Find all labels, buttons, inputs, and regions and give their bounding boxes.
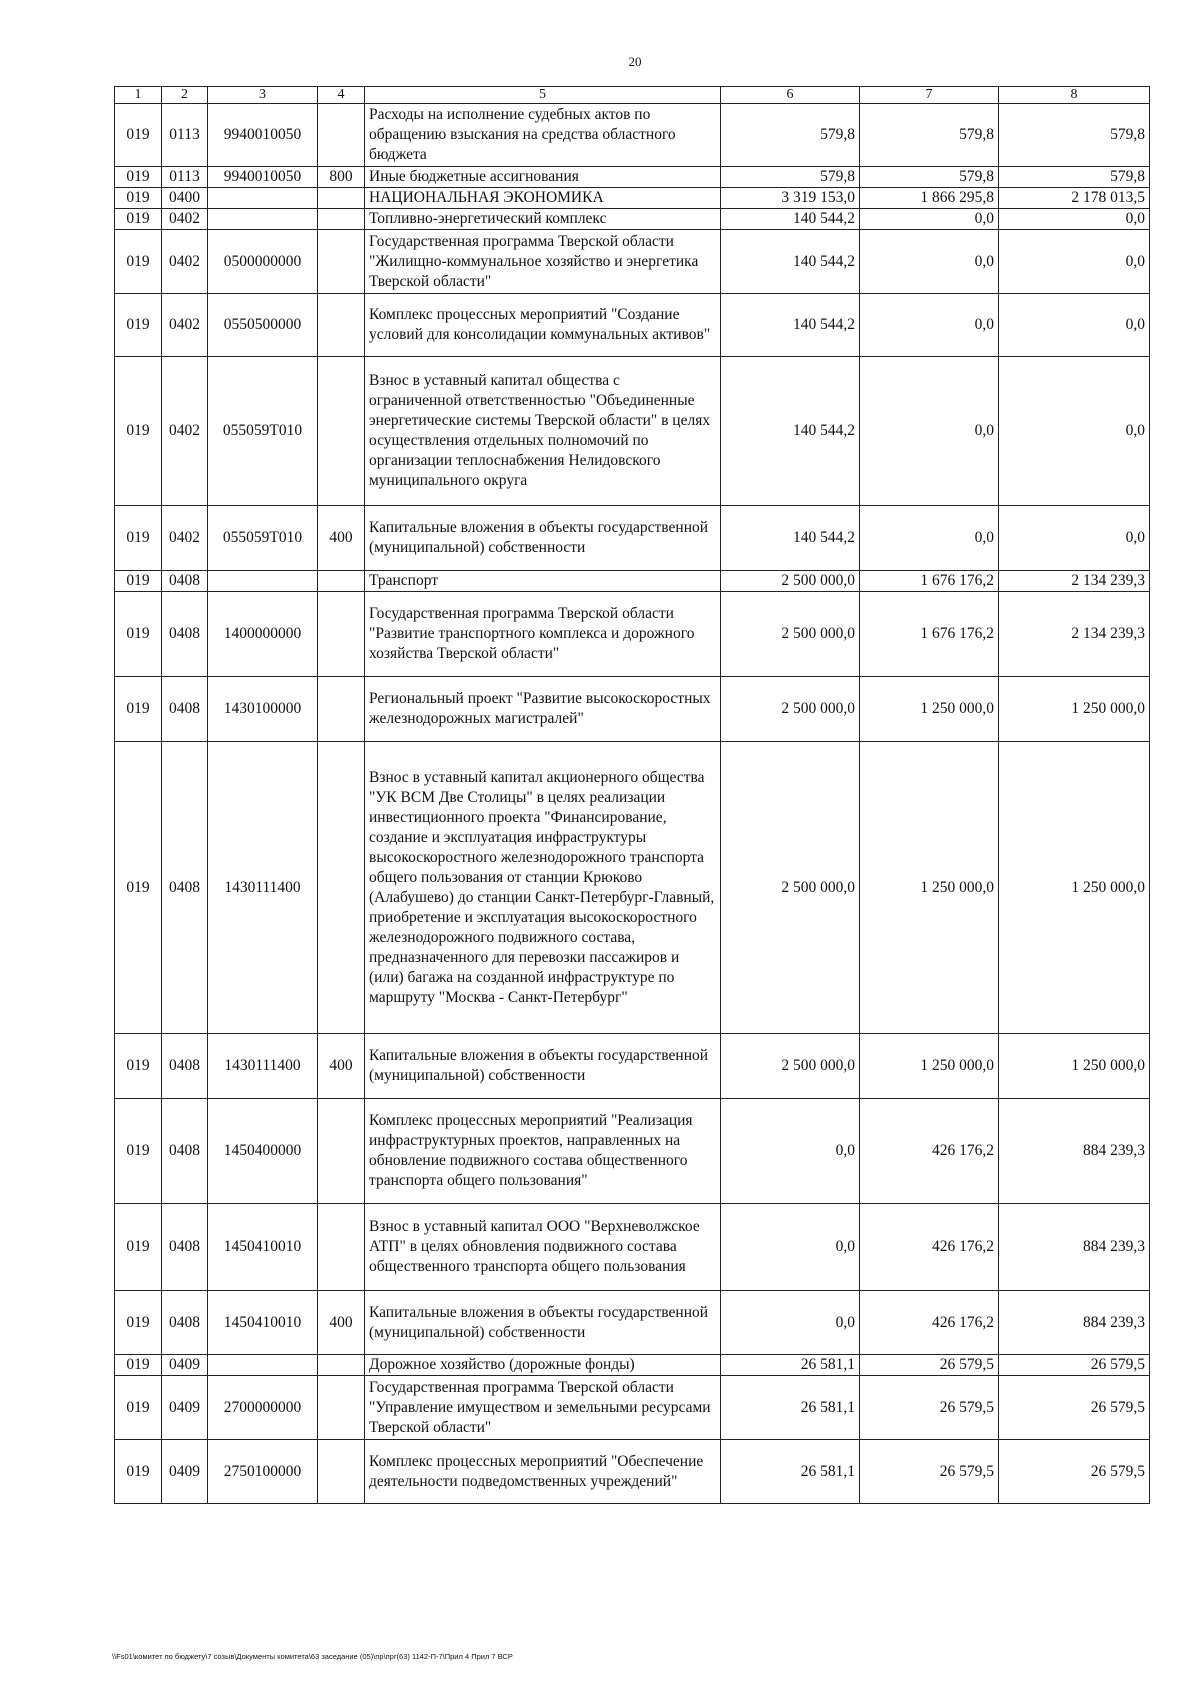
cell-expense-type [318, 677, 365, 742]
cell-target-article [208, 209, 318, 230]
cell-amount-year-2: 0,0 [860, 506, 999, 571]
cell-ministry-code: 019 [115, 1291, 162, 1355]
table-row [115, 742, 1150, 1034]
cell-ministry-code: 019 [115, 188, 162, 209]
cell-section-code: 0402 [162, 357, 208, 506]
cell-section-code: 0408 [162, 1291, 208, 1355]
cell-amount-year-1: 2 500 000,0 [721, 592, 860, 677]
cell-section-code: 0402 [162, 294, 208, 357]
cell-ministry-code: 019 [115, 294, 162, 357]
cell-amount-year-3: 26 579,5 [999, 1376, 1150, 1440]
cell-description: Комплекс процессных мероприятий "Создание условий для консолидации коммунальных активов" [365, 294, 721, 357]
page-number: 20 [628, 54, 642, 69]
cell-target-article [208, 188, 318, 209]
table-row [115, 294, 1150, 357]
cell-amount-year-3: 0,0 [999, 230, 1150, 294]
cell-description: Расходы на исполнение судебных актов по обращению взыскания на средства областного бюджета [365, 104, 721, 167]
cell-target-article: 1430111400 [208, 1034, 318, 1099]
cell-amount-year-3: 0,0 [999, 357, 1150, 506]
cell-amount-year-1: 0,0 [721, 1204, 860, 1291]
cell-amount-year-2: 1 250 000,0 [860, 1034, 999, 1099]
table-row [115, 1291, 1150, 1355]
cell-description: Государственная программа Тверской области "Развитие транспортного комплекса и дорожного хозяйства Тверской области" [365, 592, 721, 677]
cell-amount-year-2: 1 866 295,8 [860, 188, 999, 209]
cell-description: Комплекс процессных мероприятий "Обеспечение деятельности подведомственных учреждений" [365, 1440, 721, 1504]
cell-section-code: 0408 [162, 592, 208, 677]
table-row [115, 209, 1150, 230]
cell-section-code: 0409 [162, 1440, 208, 1504]
cell-ministry-code: 019 [115, 104, 162, 167]
cell-expense-type [318, 1440, 365, 1504]
cell-expense-type [318, 1355, 365, 1376]
cell-amount-year-1: 579,8 [721, 104, 860, 167]
cell-target-article [208, 571, 318, 592]
cell-amount-year-3: 884 239,3 [999, 1291, 1150, 1355]
cell-amount-year-3: 2 134 239,3 [999, 571, 1150, 592]
cell-ministry-code: 019 [115, 506, 162, 571]
table-row [115, 677, 1150, 742]
table-row [115, 230, 1150, 294]
cell-target-article: 055059Т010 [208, 357, 318, 506]
column-header-3: 3 [208, 87, 318, 104]
cell-amount-year-2: 26 579,5 [860, 1440, 999, 1504]
cell-amount-year-2: 579,8 [860, 104, 999, 167]
cell-amount-year-3: 1 250 000,0 [999, 677, 1150, 742]
cell-description: Топливно-энергетический комплекс [365, 209, 721, 230]
cell-description: Капитальные вложения в объекты государственной (муниципальной) собственности [365, 1291, 721, 1355]
table-row [115, 592, 1150, 677]
cell-target-article: 1450410010 [208, 1291, 318, 1355]
cell-amount-year-2: 0,0 [860, 357, 999, 506]
cell-section-code: 0400 [162, 188, 208, 209]
cell-amount-year-2: 0,0 [860, 294, 999, 357]
table-row [115, 188, 1150, 209]
cell-amount-year-2: 426 176,2 [860, 1291, 999, 1355]
column-header-6: 6 [721, 87, 860, 104]
cell-amount-year-3: 579,8 [999, 167, 1150, 188]
cell-expense-type [318, 209, 365, 230]
cell-ministry-code: 019 [115, 677, 162, 742]
cell-amount-year-1: 26 581,1 [721, 1376, 860, 1440]
cell-amount-year-2: 0,0 [860, 209, 999, 230]
cell-target-article: 9940010050 [208, 167, 318, 188]
cell-amount-year-1: 140 544,2 [721, 357, 860, 506]
cell-ministry-code: 019 [115, 1099, 162, 1204]
cell-ministry-code: 019 [115, 1204, 162, 1291]
table-row [115, 104, 1150, 167]
cell-section-code: 0113 [162, 104, 208, 167]
cell-amount-year-3: 26 579,5 [999, 1440, 1150, 1504]
cell-ministry-code: 019 [115, 357, 162, 506]
cell-amount-year-2: 1 676 176,2 [860, 571, 999, 592]
cell-amount-year-1: 140 544,2 [721, 230, 860, 294]
cell-description: Иные бюджетные ассигнования [365, 167, 721, 188]
cell-amount-year-3: 0,0 [999, 506, 1150, 571]
footer-file-path: \\Fs01\комитет по бюджету\7 созыв\Документы комитета\63 заседание (05)\пр\прг(63) 1142-П-7\Прил 4 Прил 7 ВСР [112, 1652, 513, 1661]
cell-amount-year-1: 26 581,1 [721, 1355, 860, 1376]
column-header-1: 1 [115, 87, 162, 104]
cell-amount-year-1: 0,0 [721, 1099, 860, 1204]
cell-section-code: 0408 [162, 1204, 208, 1291]
table-row [115, 357, 1150, 506]
cell-amount-year-1: 3 319 153,0 [721, 188, 860, 209]
cell-amount-year-3: 26 579,5 [999, 1355, 1150, 1376]
cell-target-article: 9940010050 [208, 104, 318, 167]
cell-section-code: 0113 [162, 167, 208, 188]
column-header-8: 8 [999, 87, 1150, 104]
cell-amount-year-2: 426 176,2 [860, 1099, 999, 1204]
cell-description: Капитальные вложения в объекты государственной (муниципальной) собственности [365, 506, 721, 571]
cell-section-code: 0402 [162, 230, 208, 294]
cell-expense-type [318, 294, 365, 357]
cell-ministry-code: 019 [115, 1440, 162, 1504]
cell-amount-year-1: 140 544,2 [721, 294, 860, 357]
cell-target-article: 1400000000 [208, 592, 318, 677]
table-row [115, 1440, 1150, 1504]
cell-amount-year-3: 884 239,3 [999, 1204, 1150, 1291]
cell-ministry-code: 019 [115, 592, 162, 677]
table-row [115, 571, 1150, 592]
cell-amount-year-3: 2 134 239,3 [999, 592, 1150, 677]
cell-target-article [208, 1355, 318, 1376]
cell-amount-year-1: 140 544,2 [721, 209, 860, 230]
cell-amount-year-2: 1 250 000,0 [860, 742, 999, 1034]
cell-description: Государственная программа Тверской области "Жилищно-коммунальное хозяйство и энергетика Тверской области" [365, 230, 721, 294]
cell-target-article: 1450400000 [208, 1099, 318, 1204]
cell-ministry-code: 019 [115, 742, 162, 1034]
cell-ministry-code: 019 [115, 209, 162, 230]
cell-expense-type [318, 188, 365, 209]
cell-ministry-code: 019 [115, 167, 162, 188]
cell-expense-type [318, 571, 365, 592]
cell-amount-year-2: 26 579,5 [860, 1376, 999, 1440]
cell-expense-type [318, 104, 365, 167]
cell-amount-year-2: 26 579,5 [860, 1355, 999, 1376]
cell-expense-type [318, 742, 365, 1034]
cell-amount-year-1: 2 500 000,0 [721, 677, 860, 742]
cell-expense-type [318, 357, 365, 506]
cell-description: Взнос в уставный капитал общества с ограниченной ответственностью "Объединенные энергетические системы Тверской области" в целях осуществления отдельных полномочий по организации теплоснабжения Нелидовского муниципального округа [365, 357, 721, 506]
table-row [115, 506, 1150, 571]
table-row [115, 167, 1150, 188]
cell-expense-type: 400 [318, 1291, 365, 1355]
cell-amount-year-2: 1 250 000,0 [860, 677, 999, 742]
cell-description: Государственная программа Тверской области "Управление имуществом и земельными ресурсами Тверской области" [365, 1376, 721, 1440]
cell-expense-type: 400 [318, 1034, 365, 1099]
cell-amount-year-3: 579,8 [999, 104, 1150, 167]
table-row [115, 1204, 1150, 1291]
cell-amount-year-3: 1 250 000,0 [999, 1034, 1150, 1099]
cell-amount-year-1: 579,8 [721, 167, 860, 188]
cell-amount-year-3: 1 250 000,0 [999, 742, 1150, 1034]
cell-target-article: 055059Т010 [208, 506, 318, 571]
cell-target-article: 1450410010 [208, 1204, 318, 1291]
cell-ministry-code: 019 [115, 1355, 162, 1376]
cell-amount-year-3: 0,0 [999, 209, 1150, 230]
cell-expense-type [318, 592, 365, 677]
cell-amount-year-3: 2 178 013,5 [999, 188, 1150, 209]
cell-target-article: 0550500000 [208, 294, 318, 357]
cell-amount-year-1: 2 500 000,0 [721, 571, 860, 592]
cell-description: НАЦИОНАЛЬНАЯ ЭКОНОМИКА [365, 188, 721, 209]
cell-description: Транспорт [365, 571, 721, 592]
cell-amount-year-3: 884 239,3 [999, 1099, 1150, 1204]
table-row [115, 1355, 1150, 1376]
cell-ministry-code: 019 [115, 571, 162, 592]
cell-ministry-code: 019 [115, 1376, 162, 1440]
cell-amount-year-2: 426 176,2 [860, 1204, 999, 1291]
column-header-2: 2 [162, 87, 208, 104]
cell-description: Капитальные вложения в объекты государственной (муниципальной) собственности [365, 1034, 721, 1099]
cell-amount-year-1: 0,0 [721, 1291, 860, 1355]
cell-section-code: 0408 [162, 677, 208, 742]
cell-amount-year-3: 0,0 [999, 294, 1150, 357]
cell-section-code: 0408 [162, 1034, 208, 1099]
cell-amount-year-2: 579,8 [860, 167, 999, 188]
cell-section-code: 0408 [162, 742, 208, 1034]
cell-target-article: 2700000000 [208, 1376, 318, 1440]
cell-target-article: 1430111400 [208, 742, 318, 1034]
cell-section-code: 0408 [162, 571, 208, 592]
cell-target-article: 1430100000 [208, 677, 318, 742]
cell-expense-type [318, 1376, 365, 1440]
column-header-7: 7 [860, 87, 999, 104]
cell-section-code: 0409 [162, 1376, 208, 1440]
column-header-5: 5 [365, 87, 721, 104]
cell-amount-year-2: 1 676 176,2 [860, 592, 999, 677]
cell-description: Взнос в уставный капитал ООО "Верхневолжское АТП" в целях обновления подвижного состава общественного транспорта общего пользования [365, 1204, 721, 1291]
table-row [115, 1376, 1150, 1440]
cell-description: Региональный проект "Развитие высокоскоростных железнодорожных магистралей" [365, 677, 721, 742]
cell-amount-year-1: 140 544,2 [721, 506, 860, 571]
cell-description: Дорожное хозяйство (дорожные фонды) [365, 1355, 721, 1376]
cell-expense-type: 400 [318, 506, 365, 571]
cell-section-code: 0402 [162, 209, 208, 230]
column-header-4: 4 [318, 87, 365, 104]
table-row [115, 1034, 1150, 1099]
cell-target-article: 2750100000 [208, 1440, 318, 1504]
cell-target-article: 0500000000 [208, 230, 318, 294]
cell-expense-type: 800 [318, 167, 365, 188]
column-header-row [115, 87, 1150, 104]
cell-description: Взнос в уставный капитал акционерного общества "УК ВСМ Две Столицы" в целях реализации инвестиционного проекта "Финансирование, создание и эксплуатация инфраструктуры высокоскоростного железнодорожного транспорта общего пользования от станции Крюково (Алабушево) до станции Санкт-Петербург-Главный, приобретение и эксплуатация высокоскоростного железнодорожного подвижного состава, предназначенного для перевозки пассажиров и (или) багажа на созданной инфраструктуре по маршруту "Москва - Санкт-Петербург" [365, 742, 721, 1034]
cell-amount-year-1: 2 500 000,0 [721, 742, 860, 1034]
cell-ministry-code: 019 [115, 1034, 162, 1099]
cell-expense-type [318, 1204, 365, 1291]
table-row [115, 1099, 1150, 1204]
budget-table [114, 86, 1150, 1504]
cell-amount-year-1: 2 500 000,0 [721, 1034, 860, 1099]
cell-section-code: 0408 [162, 1099, 208, 1204]
cell-ministry-code: 019 [115, 230, 162, 294]
cell-expense-type [318, 1099, 365, 1204]
cell-amount-year-2: 0,0 [860, 230, 999, 294]
cell-description: Комплекс процессных мероприятий "Реализация инфраструктурных проектов, направленных на обновление подвижного состава общественного транспорта общего пользования" [365, 1099, 721, 1204]
cell-section-code: 0409 [162, 1355, 208, 1376]
cell-section-code: 0402 [162, 506, 208, 571]
cell-amount-year-1: 26 581,1 [721, 1440, 860, 1504]
cell-expense-type [318, 230, 365, 294]
